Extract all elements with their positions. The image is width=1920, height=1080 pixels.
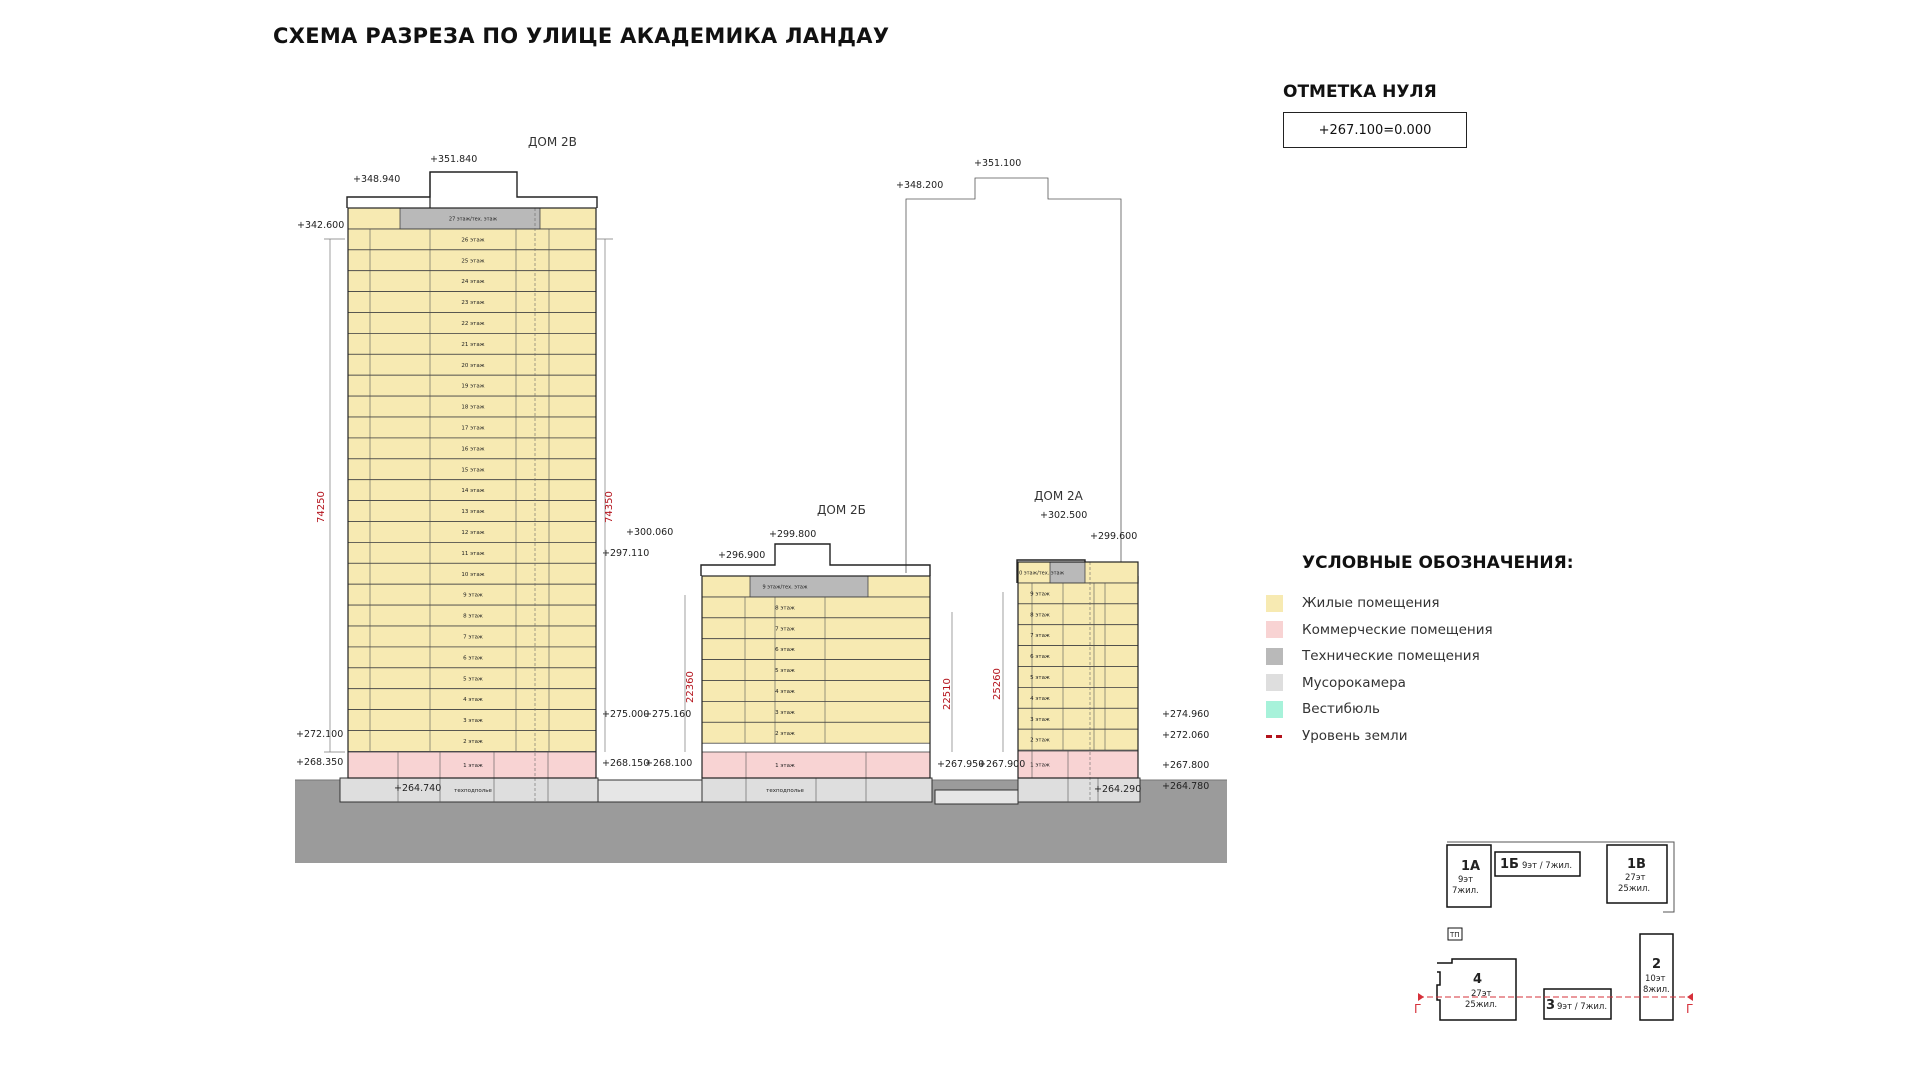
building-2v [340,172,598,802]
mark: +267.900 [978,759,1026,770]
mark: +275.160 [644,709,692,720]
floor-label: 5 этаж [1030,674,1050,681]
floor-label: 27 этаж/тех. этаж [448,216,498,223]
mark: +299.600 [1090,531,1138,542]
floor-label: 4 этаж [775,688,795,695]
mark: +264.290 [1094,784,1142,795]
floor-label: 17 этаж [461,425,485,432]
building-2b-name: ДОМ 2Б [817,503,866,517]
floor-label: 8 этаж [463,613,483,620]
floor-label: 6 этаж [1030,654,1050,661]
floor-label: 1 этаж [1030,762,1050,769]
cut-arrow-left-icon [1418,993,1424,1001]
zero-mark-title: ОТМЕТКА НУЛЯ [1283,82,1437,102]
floor-label: 8 этаж [775,605,795,612]
block-4-id: 4 [1473,972,1483,987]
floor-label: 2 этаж [1030,737,1050,744]
legend-label: Жилые помещения [1302,595,1440,612]
mark: +267.950 [937,759,985,770]
legend-label: Коммерческие помещения [1302,621,1493,638]
legend-label: Вестибюль [1302,701,1380,718]
dim-2v-left: 74250 [316,491,327,523]
block-1b-desc: 9эт / 7жил. [1522,861,1573,871]
floor-label: 26 этаж [461,237,485,244]
floor-label: 9 этаж [1030,591,1050,598]
block-4-desc-l2: 25жил. [1465,1000,1498,1010]
floor-label: 7 этаж [463,634,483,641]
mark: +302.500 [1040,510,1088,521]
legend-label: Уровень земли [1302,727,1408,744]
cut-label-right: Г [1686,1002,1694,1016]
dim-2v-right: 74350 [604,491,615,523]
legend-title: УСЛОВНЫЕ ОБОЗНАЧЕНИЯ: [1302,553,1574,573]
mark: +268.350 [296,757,344,768]
floor-label: 3 этаж [1030,716,1050,723]
cut-label-left: Г [1414,1002,1422,1016]
floor-label: 4 этаж [1030,695,1050,702]
building-2b [701,544,932,802]
floor-label: 8 этаж [1030,612,1050,619]
dim-2b-right: 22510 [942,678,953,710]
floor-label: 12 этаж [461,529,485,536]
building-2a-name: ДОМ 2А [1034,489,1083,503]
floor-label: 5 этаж [463,676,483,683]
floor-label: техподполье [454,788,492,794]
mark: +297.110 [602,548,650,559]
mark: +300.060 [626,527,674,538]
floor-label: 24 этаж [461,279,485,286]
block-2-desc-l1: 10эт [1645,974,1666,984]
residential-floor [702,597,930,618]
block-4-desc-l1: 27эт [1471,989,1492,999]
mark: +268.100 [645,758,693,769]
block-1v-id: 1В [1627,857,1646,872]
floor-label: 7 этаж [775,626,795,633]
floor-label: 4 этаж [463,697,483,704]
commercial-floor [702,752,930,778]
mark: +267.800 [1162,760,1210,771]
background-building-outline [906,178,1121,575]
block-2-id: 2 [1652,957,1662,972]
floor-label: техподполье [766,788,804,794]
block-3-id: 3 [1546,998,1556,1013]
floor-label: 15 этаж [461,467,485,474]
mark: +296.900 [718,550,766,561]
block-1v-desc-l2: 25жил. [1618,884,1651,894]
floor-label: 3 этаж [463,718,483,725]
page-title: СХЕМА РАЗРЕЗА ПО УЛИЦЕ АКАДЕМИКА ЛАНДАУ [273,24,890,48]
residential-floor [702,681,930,702]
mark: +268.150 [602,758,650,769]
floor-label: 18 этаж [461,404,485,411]
mark: +348.200 [896,180,944,191]
floor-label: 5 этаж [775,668,795,675]
dim-2a-left: 25260 [992,668,1003,700]
building-2a [1016,560,1140,802]
residential-floor [702,618,930,639]
floor-label: 6 этаж [775,647,795,654]
floor-label: 20 этаж [461,362,485,369]
floor-label: 19 этаж [461,383,485,390]
floor-label: 22 этаж [461,320,485,327]
mark: +348.940 [353,174,401,185]
site-plan [1414,842,1693,1020]
residential-floor [702,660,930,681]
legend-label: Технические помещения [1302,648,1480,665]
floor-label: 16 этаж [461,446,485,453]
floor-label: 21 этаж [461,341,485,348]
tp-label: ТП [1450,931,1460,939]
floor-label: 23 этаж [461,300,485,307]
floor-label: 10 этаж [461,571,485,578]
basement [702,778,932,802]
mark: +342.600 [297,220,345,231]
elevation-marks-background [896,158,1021,191]
mark: +264.780 [1162,781,1210,792]
floor-label: 1 этаж [775,763,795,769]
floor-label: 11 этаж [461,550,485,557]
floor-label: 3 этаж [775,709,795,716]
legend-label: Мусорокамера [1302,674,1406,691]
residential-floor [702,722,930,743]
block-1v-desc-l1: 27эт [1625,873,1646,883]
block-1a-desc-l1: 9эт [1458,875,1474,885]
cut-arrow-right-icon [1687,993,1693,1001]
residential-floor [702,701,930,722]
zero-mark-value: +267.100=0.000 [1318,122,1432,138]
floor-label: 9 этаж [463,592,483,599]
mark: +351.100 [974,158,1022,169]
block-1b-id: 1Б [1500,857,1519,872]
floor-label: 2 этаж [775,730,795,737]
mark: +351.840 [430,154,478,165]
floor-label: 9 этаж/тех. этаж [762,584,808,591]
floor-label: 25 этаж [461,258,485,265]
mark: +299.800 [769,529,817,540]
block-3-desc: 9эт / 7жил. [1557,1002,1608,1012]
residential-floor [702,639,930,660]
mark: +275.000 [602,709,650,720]
mark: +272.060 [1162,730,1210,741]
floor-label: 14 этаж [461,488,485,495]
block-1a-desc-l2: 7жил. [1452,886,1479,896]
mark: +264.740 [394,783,442,794]
floor-label: 1 этаж [463,763,483,769]
floor-label: 6 этаж [463,655,483,662]
dim-2b-left: 22360 [685,671,696,703]
mark: +272.100 [296,729,344,740]
mark: +274.960 [1162,709,1210,720]
floor-label: 7 этаж [1030,633,1050,640]
floor-label: 10 этаж/тех. этаж [1015,570,1065,577]
floor-label: 13 этаж [461,509,485,516]
block-2-desc-l2: 8жил. [1643,985,1670,995]
block-1a-id: 1А [1461,859,1481,874]
building-2v-name: ДОМ 2В [528,135,577,149]
floor-label: 2 этаж [463,738,483,745]
